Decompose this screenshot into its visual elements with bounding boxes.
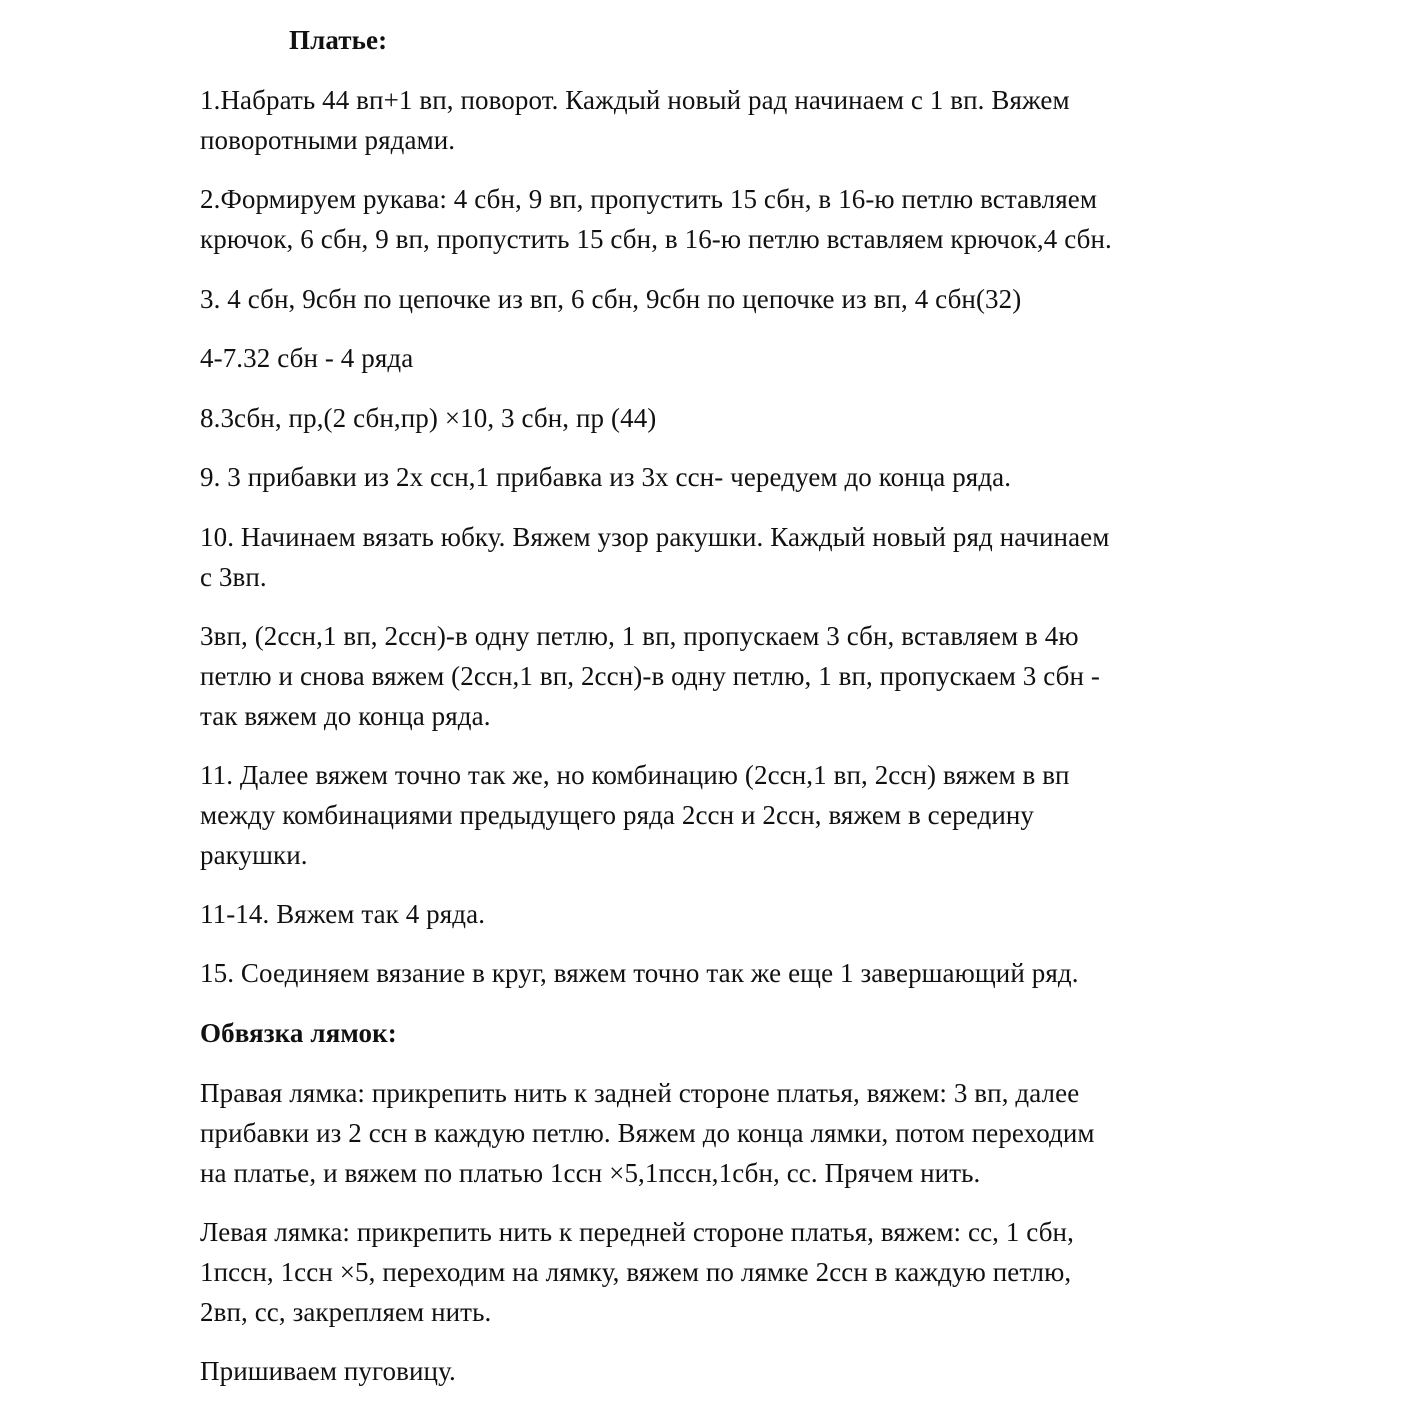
step-line: 10. Начинаем вязать юбку. Вяжем узор ракушки. Каждый новый ряд начинаем [200, 522, 1110, 552]
step-line: поворотными рядами. [200, 125, 456, 155]
step-line: 9. 3 прибавки из 2х ссн,1 прибавка из 3х ссн- чередуем до конца ряда. [200, 462, 1012, 492]
step-line: 11-14. Вяжем так 4 ряда. [200, 899, 486, 929]
section-title-dress: Платье: [289, 25, 388, 55]
step-line: 15. Соединяем вязание в круг, вяжем точно так же еще 1 завершающий ряд. [200, 958, 1079, 988]
strap-line: 1пссн, 1ссн ×5, переходим на лямку, вяжем по лямке 2ссн в каждую петлю, [200, 1257, 1072, 1287]
step-line: 8.3сбн, пр,(2 сбн,пр) ×10, 3 сбн, пр (44) [200, 403, 657, 433]
strap-line: Пришиваем пуговицу. [200, 1356, 456, 1386]
step-line: крючок, 6 сбн, 9 вп, пропустить 15 сбн, в 16-ю петлю вставляем крючок,4 сбн. [200, 224, 1112, 254]
step-line: 3вп, (2ссн,1 вп, 2ссн)-в одну петлю, 1 вп, пропускаем 3 сбн, вставляем в 4ю [200, 621, 1079, 651]
strap-line: Правая лямка: прикрепить нить к задней стороне платья, вяжем: 3 вп, далее [200, 1078, 1080, 1108]
section-title-straps: Обвязка лямок: [200, 1018, 397, 1048]
step-line: 1.Набрать 44 вп+1 вп, поворот. Каждый новый рад начинаем с 1 вп. Вяжем [200, 85, 1070, 115]
step-line: так вяжем до конца ряда. [200, 701, 491, 731]
step-line: между комбинациями предыдущего ряда 2ссн и 2ссн, вяжем в середину [200, 800, 1035, 830]
strap-line: 2вп, сс, закрепляем нить. [200, 1297, 492, 1327]
strap-line: прибавки из 2 ссн в каждую петлю. Вяжем до конца лямки, потом переходим [200, 1118, 1095, 1148]
strap-line: Левая лямка: прикрепить нить к передней стороне платья, вяжем: сс, 1 сбн, [200, 1217, 1074, 1247]
strap-line: на платье, и вяжем по платью 1ссн ×5,1пссн,1сбн, сс. Прячем нить. [200, 1158, 981, 1188]
step-line: 4-7.32 сбн - 4 ряда [200, 343, 414, 373]
step-line: петлю и снова вяжем (2ссн,1 вп, 2ссн)-в одну петлю, 1 вп, пропускаем 3 сбн - [200, 661, 1100, 691]
step-line: ракушки. [200, 840, 308, 870]
step-line: 2.Формируем рукава: 4 сбн, 9 вп, пропустить 15 сбн, в 16-ю петлю вставляем [200, 184, 1098, 214]
step-line: 3. 4 сбн, 9сбн по цепочке из вп, 6 сбн, 9сбн по цепочке из вп, 4 сбн(32) [200, 284, 1022, 314]
step-line: с 3вп. [200, 562, 267, 592]
step-line: 11. Далее вяжем точно так же, но комбинацию (2ссн,1 вп, 2ссн) вяжем в вп [200, 760, 1070, 790]
